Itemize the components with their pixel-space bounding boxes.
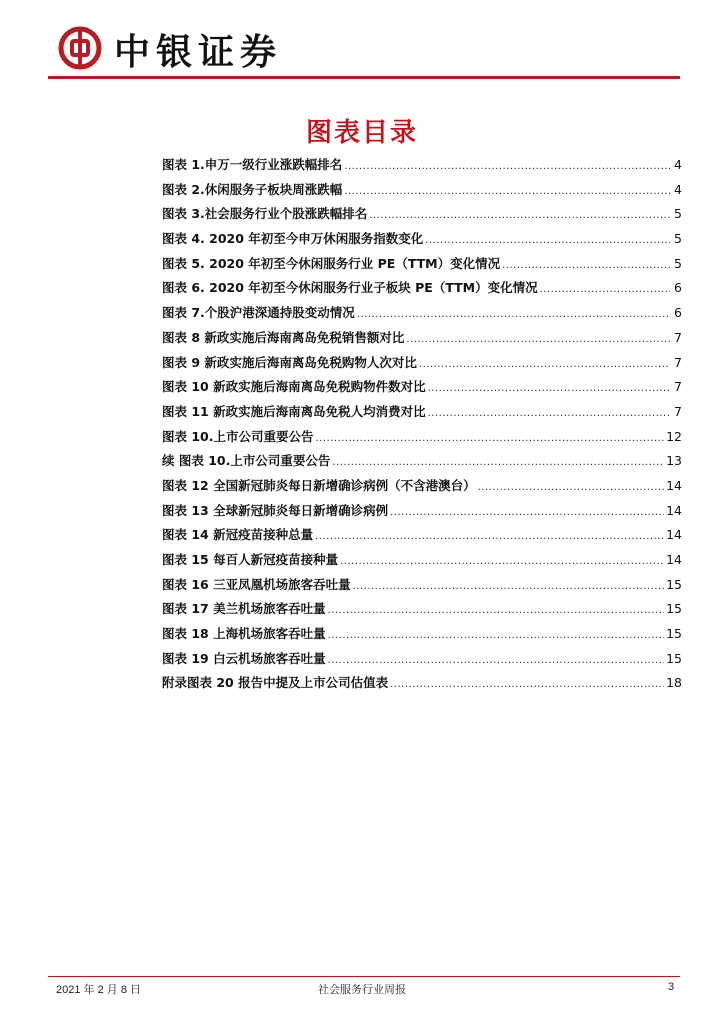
toc-item[interactable] [162,550,682,575]
toc-leader-dots [369,210,670,221]
toc-item[interactable] [162,451,682,476]
toc-item-label: 续 图表 10.上市公司重要公告 [162,453,331,469]
toc-item-page: 12 [666,428,682,444]
page-header [48,18,688,78]
toc-item[interactable] [162,229,682,254]
toc-item-label: 图表 10.上市公司重要公告 [162,428,314,444]
toc-item-page: 6 [674,280,682,296]
toc-item-label: 图表 2.休闲服务子板块周涨跌幅 [162,181,343,197]
toc-item-label: 图表 19 白云机场旅客吞吐量 [162,650,326,666]
toc-item[interactable] [162,254,682,279]
toc-item-label: 图表 7.个股沪港深通持股变动情况 [162,305,355,321]
toc-item-page: 14 [666,502,682,518]
footer-divider [48,976,680,977]
toc-title: 图表目录 [305,118,418,148]
toc-item-page: 13 [666,453,682,469]
toc-item-page: 15 [666,650,682,666]
footer-date: 2021 年 2 月 8 日 [56,984,141,996]
toc-item[interactable] [162,377,682,402]
toc-item-page: 15 [666,626,682,642]
toc-leader-dots [406,334,670,345]
toc-item-label: 图表 4. 2020 年初至今申万休闲服务指数变化 [162,231,424,247]
toc-item[interactable] [162,353,682,378]
toc-item-page: 5 [674,255,682,271]
bank-of-china-logo-icon [58,26,102,70]
toc-item-page: 4 [674,181,682,197]
toc-item-label: 图表 9 新政实施后海南离岛免税购物人次对比 [162,354,417,370]
toc-item-page: 6 [674,305,682,321]
toc-leader-dots [478,482,664,493]
toc-item[interactable] [162,427,682,452]
header-divider [48,76,680,79]
toc-item[interactable] [162,278,682,303]
toc-item[interactable] [162,328,682,353]
toc-leader-dots [540,284,670,295]
toc-item-label: 图表 8 新政实施后海南离岛免税销售额对比 [162,329,405,345]
toc-item-label: 图表 12 全国新冠肺炎每日新增确诊病例（不含港澳台） [162,477,476,493]
toc-item-label: 图表 5. 2020 年初至今休闲服务行业 PE（TTM）变化情况 [162,255,501,271]
toc-item-label: 图表 10 新政实施后海南离岛免税购物件数对比 [162,379,426,395]
toc-leader-dots [344,161,670,172]
toc-item-page: 14 [666,527,682,543]
toc-item-label: 图表 15 每百人新冠疫苗接种量 [162,552,339,567]
toc-leader-dots [328,655,664,666]
toc-leader-dots [390,507,664,518]
toc-leader-dots [353,581,664,592]
toc-item[interactable] [162,525,682,550]
toc-item[interactable] [162,575,682,600]
table-of-figures [162,155,682,698]
footer-report-name: 社会服务行业周报 [318,984,406,996]
toc-item-label: 图表 6. 2020 年初至今休闲服务行业子板块 PE（TTM）变化情况 [162,280,538,296]
toc-item-page: 4 [674,157,682,172]
toc-leader-dots [425,235,670,246]
toc-item-page: 5 [674,206,682,222]
toc-leader-dots [357,309,670,320]
toc-item-page: 7 [674,354,682,370]
toc-item-label: 图表 13 全球新冠肺炎每日新增确诊病例 [162,502,389,518]
toc-item[interactable] [162,402,682,427]
footer-page-number: 3 [668,981,675,993]
toc-item-page: 14 [666,552,682,567]
toc-item[interactable] [162,180,682,205]
toc-item-page: 5 [674,231,682,247]
toc-leader-dots [502,260,670,271]
toc-item[interactable] [162,155,682,180]
toc-item-page: 15 [666,576,682,592]
toc-leader-dots [315,531,664,542]
toc-item-label: 图表 11 新政实施后海南离岛免税人均消费对比 [162,403,426,419]
toc-leader-dots [316,433,665,444]
toc-leader-dots [428,383,670,394]
toc-item-label: 附录图表 20 报告中提及上市公司估值表 [162,675,389,691]
toc-item[interactable] [162,649,682,674]
toc-item-page: 7 [674,379,682,395]
toc-item-page: 7 [674,403,682,419]
toc-leader-dots [419,359,670,370]
toc-item-page: 14 [666,477,682,493]
toc-leader-dots [332,457,664,468]
toc-leader-dots [340,556,664,567]
brand-name: 中银证券 [114,31,283,73]
toc-item[interactable] [162,624,682,649]
toc-item[interactable] [162,204,682,229]
toc-item-label: 图表 14 新冠疫苗接种总量 [162,527,314,543]
toc-item[interactable] [162,303,682,328]
toc-item-label: 图表 18 上海机场旅客吞吐量 [162,626,326,642]
toc-item-label: 图表 17 美兰机场旅客吞吐量 [162,601,326,617]
toc-item-label: 图表 16 三亚凤凰机场旅客吞吐量 [162,576,351,592]
toc-item[interactable] [162,673,682,698]
toc-item[interactable] [162,501,682,526]
toc-item-page: 15 [666,601,682,617]
toc-leader-dots [328,605,664,616]
toc-leader-dots [390,679,664,690]
toc-leader-dots [344,186,670,197]
toc-item-page: 18 [666,675,682,691]
toc-item-page: 7 [674,329,682,345]
toc-item-label: 图表 3.社会服务行业个股涨跌幅排名 [162,206,368,222]
toc-item[interactable] [162,476,682,501]
toc-item-label: 图表 1.申万一级行业涨跌幅排名 [162,157,343,172]
toc-leader-dots [428,408,670,419]
toc-leader-dots [328,630,664,641]
toc-item[interactable] [162,599,682,624]
